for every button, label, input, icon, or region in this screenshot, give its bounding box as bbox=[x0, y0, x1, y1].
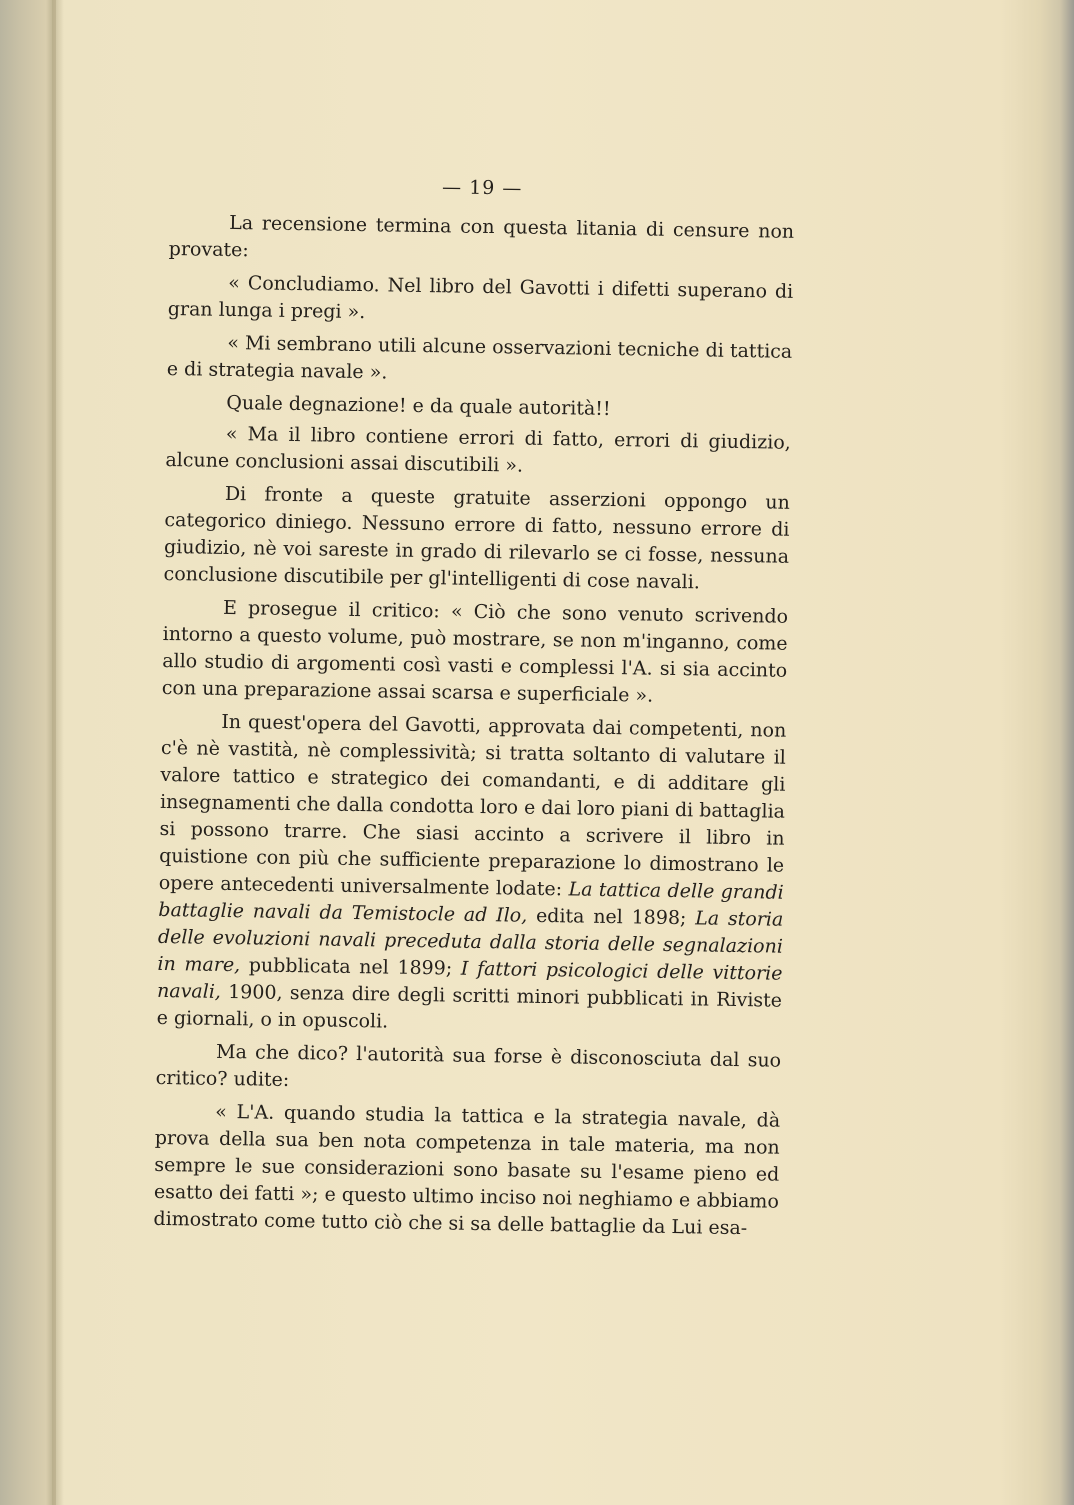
opere-intro: In quest'opera del Gavotti, approvata dai competenti, non c'è nè vastità, nè complessività; si tratta soltanto di valutare il valore tattico e strategico dei comandanti, e di additare gli insegnamenti che dalla condotta loro e dai loro piani di battaglia si possono trarre. Che siasi accinto a scrivere il libro in quistione con più che sufficiente preparazione lo dimostrano le opere antecedenti universalmente lodate: bbox=[158, 710, 787, 901]
work-title-evoluzioni: La storia delle evoluzioni navali preceduta dalla storia delle segnalazioni in mare, bbox=[157, 907, 784, 977]
paragraph-che-dico: Ma che dico? l'autorità sua forse è disconosciuta dal suo critico? udite: bbox=[155, 1040, 782, 1091]
page-number: — 19 — bbox=[441, 176, 523, 200]
paragraph-degnazione: Quale degnazione! e da quale autorità!! bbox=[226, 391, 611, 420]
paragraph-diniego: Di fronte a queste gratuite asserzioni oppongo un categorico diniego. Nessuno errore di fatto, nessuno errore di giudizio, nè voi sareste in grado di rilevarlo se ci fosse, nessuna conclusione discutibile per gl'intelligenti di cose navali. bbox=[163, 482, 791, 594]
paragraph-quote-concludiamo: « Concludiamo. Nel libro del Gavotti i difetti superano di gran lunga i pregi ». bbox=[167, 271, 794, 324]
work-title-tattica: La tattica delle grandi battaglie navali da Temistocle ad Ilo, bbox=[158, 878, 784, 927]
paragraph-quote-competenza: « L'A. quando studia la tattica e la strategia navale, dà prova della sua ben nota competenza in tale materia, ma non sempre le sue considerazioni sono basate su l'esame pieno ed esatto dei fatti »; e questo ultimo inciso noi neghiamo e abbiamo dimostrato come tutto ciò che si sa delle battaglie da Lui esa- bbox=[153, 1100, 781, 1240]
work-title-fattori: I fattori psicologici delle vittorie navali, bbox=[156, 957, 783, 1003]
page-body bbox=[153, 170, 795, 1240]
binding-edge bbox=[52, 0, 56, 1505]
work-note-1899: pubblicata nel 1899; bbox=[240, 954, 462, 980]
paragraph-quote-errori: « Ma il libro contiene errori di fatto, errori di giudizio, alcune conclusioni assai discutibili ». bbox=[165, 422, 791, 477]
paragraph-quote-osservazioni: « Mi sembrano utili alcune osservazioni tecniche di tattica e di strategia navale ». bbox=[166, 331, 793, 384]
work-note-1898: edita nel 1898; bbox=[527, 904, 696, 930]
paragraph-prosegue: E prosegue il critico: « Ciò che sono venuto scrivendo intorno a questo volume, può mostrare, se non m'inganno, come allo studio di argomenti così vasti e complessi l'A. si sia accinto con una preparazione assai scarsa e superficiale ». bbox=[161, 596, 789, 707]
work-note-1900: 1900, senza dire degli scritti minori pubblicati in Riviste e giornali, o in opuscoli. bbox=[156, 980, 783, 1033]
paragraph-opere bbox=[156, 708, 786, 1042]
paragraph-recensione: La recensione termina con questa litania di censure non provate: bbox=[168, 211, 795, 262]
